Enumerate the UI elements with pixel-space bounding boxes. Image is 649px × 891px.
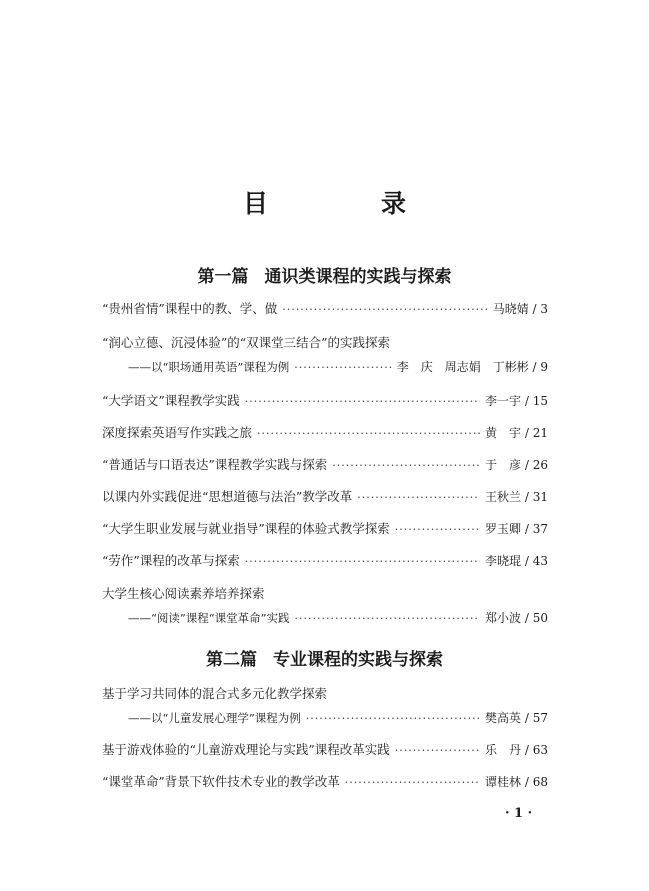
entry-author-page: 黄 宇 / 21: [485, 426, 548, 440]
toc-entry[interactable]: [102, 423, 548, 441]
leader-dots: [245, 556, 480, 569]
entry-subtitle: ——“阅读”课程“课堂革命”实践: [128, 611, 290, 625]
entry-subtitle: ——以“儿童发展心理学”课程为例: [128, 711, 301, 725]
part2-name: 专业课程的实践与探索: [273, 650, 443, 670]
toc-entry[interactable]: [102, 357, 548, 375]
toc-entry[interactable]: [102, 772, 548, 790]
page-number: · 1 ·: [505, 806, 533, 821]
toc-entry[interactable]: [102, 519, 548, 537]
entry-author-page: 李 庆 周志娟 丁彬彬 / 9: [396, 360, 548, 374]
leader-dots: [282, 304, 487, 317]
leader-dots: [332, 460, 480, 473]
entry-title: “劳作”课程的改革与探索: [102, 553, 240, 568]
entry-title: “大学语文”课程教学实践: [102, 393, 240, 408]
entry-author-page: 罗玉卿 / 37: [485, 522, 548, 536]
entry-title: “普通话与口语表达”课程教学实践与探索: [102, 457, 328, 472]
entry-author-page: 郑小波 / 50: [485, 611, 548, 625]
toc-entry-heading[interactable]: “润心立德、沉浸体验”的“双课堂三结合”的实践探索: [102, 335, 391, 350]
part2-heading: [0, 645, 649, 670]
entry-title: 基于游戏体验的“儿童游戏理论与实践”课程改革实践: [102, 742, 390, 757]
part1-name: 通识类课程的实践与探索: [264, 267, 452, 287]
part2-label: 第二篇: [206, 650, 257, 670]
toc-entry-heading[interactable]: 大学生核心阅读素养培养探索: [102, 586, 265, 601]
entry-title: “课堂革命”背景下软件技术专业的教学改革: [102, 774, 340, 789]
page-title: 目 录: [242, 189, 450, 218]
leader-dots: [257, 428, 480, 441]
entry-author-page: 王秋兰 / 31: [485, 490, 548, 504]
entry-subtitle: ——以“职场通用英语”课程为例: [128, 360, 290, 374]
leader-dots: [345, 777, 480, 790]
leader-dots: [295, 613, 481, 626]
leader-dots: [294, 362, 391, 375]
toc-entry-heading[interactable]: 基于学习共同体的混合式多元化教学探索: [102, 686, 328, 701]
toc-entry[interactable]: [102, 455, 548, 473]
entry-author-page: 谭桂林 / 68: [485, 775, 548, 789]
entry-title: 深度探索英语写作实践之旅: [102, 425, 253, 440]
toc-entry[interactable]: [102, 708, 548, 726]
leader-dots: [245, 396, 480, 409]
entry-author-page: 于 彦 / 26: [485, 458, 548, 472]
entry-author-page: 李晓琨 / 43: [485, 554, 548, 568]
toc-entry[interactable]: [102, 608, 548, 626]
entry-title: “贵州省情”课程中的教、学、做: [102, 301, 278, 316]
toc-entry[interactable]: [102, 299, 548, 317]
entry-author-page: 乐 丹 / 63: [485, 743, 548, 757]
part1-heading: [0, 262, 649, 287]
toc-entry[interactable]: [102, 391, 548, 409]
entry-author-page: 樊高英 / 57: [485, 711, 548, 725]
entry-title: “大学生职业发展与就业指导”课程的体验式教学探索: [102, 521, 390, 536]
leader-dots: [395, 524, 480, 537]
entry-author-page: 马晓婧 / 3: [492, 302, 548, 316]
entry-author-page: 李一宇 / 15: [485, 394, 548, 408]
toc-entry[interactable]: [102, 740, 548, 758]
toc-entry[interactable]: [102, 551, 548, 569]
leader-dots: [357, 492, 480, 505]
part1-label: 第一篇: [197, 267, 249, 287]
entry-title: 以课内外实践促进“思想道德与法治”教学改革: [102, 489, 353, 504]
leader-dots: [395, 745, 480, 758]
toc-entry[interactable]: [102, 487, 548, 505]
leader-dots: [306, 713, 480, 726]
